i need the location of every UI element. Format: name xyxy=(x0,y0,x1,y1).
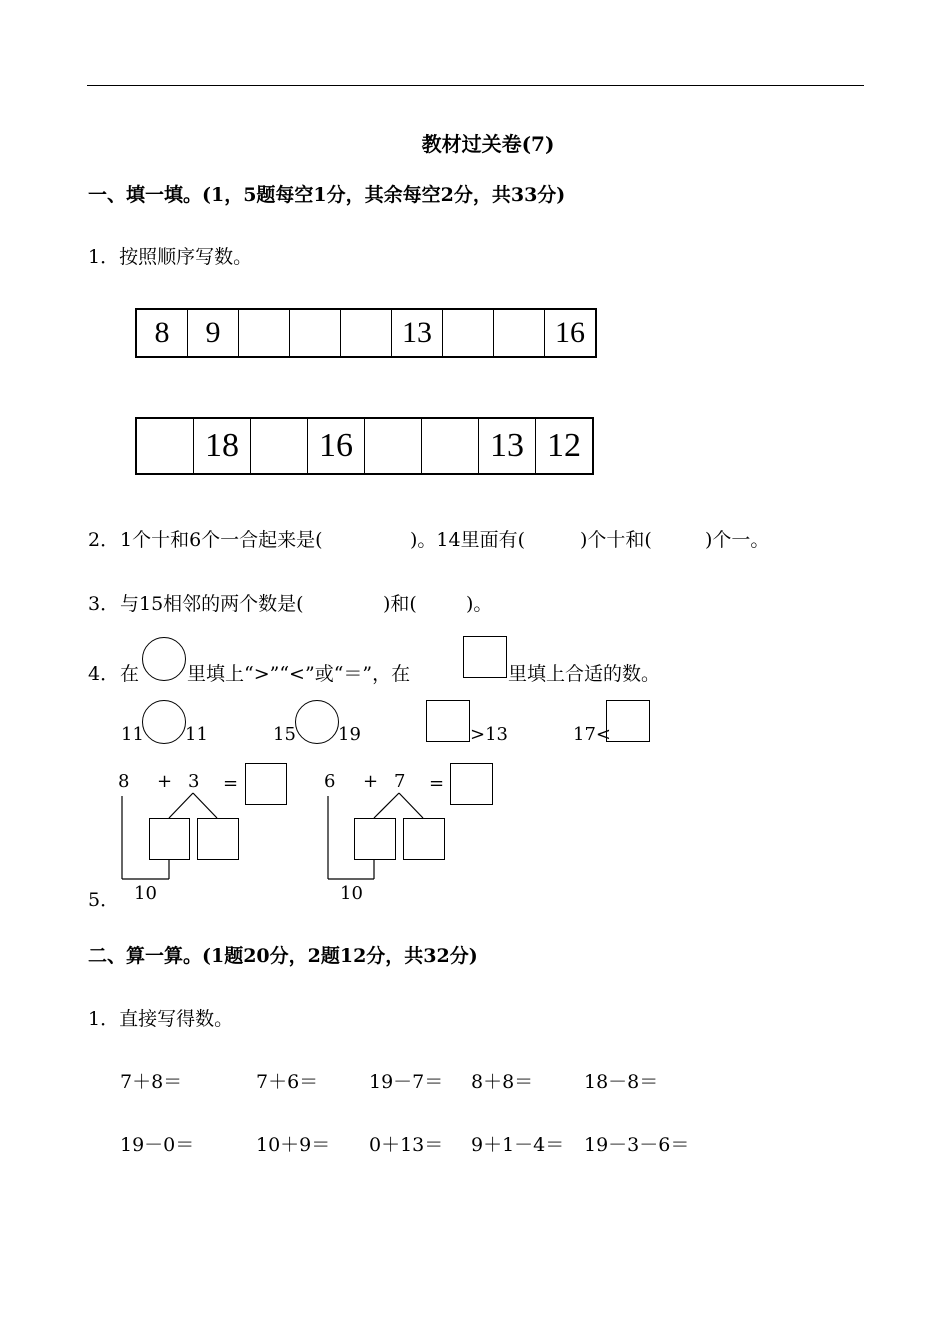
right-branch-line xyxy=(399,793,423,818)
right-branch-line xyxy=(374,793,399,818)
number-cell[interactable]: 18 xyxy=(194,419,251,473)
number-cell[interactable]: 16 xyxy=(555,316,585,349)
q4d-left: 17< xyxy=(573,724,611,745)
number-cell[interactable]: 16 xyxy=(308,419,365,473)
q4-text-1: 在 xyxy=(120,663,140,685)
q3-text-3: )。 xyxy=(466,593,493,615)
q5-left-eq: = xyxy=(223,773,239,794)
q5-number: 5． xyxy=(88,889,120,911)
q5-left-a: 8 xyxy=(118,771,130,792)
q5-left-split-box-1[interactable] xyxy=(149,818,190,860)
calc-item: 19－3－6＝ xyxy=(584,1134,690,1156)
calc-item: 19－7＝ xyxy=(369,1071,444,1093)
section1-heading: 一、填一填。(1，5题每空1分，其余每空2分，共33分) xyxy=(88,184,566,206)
q3-text-2: )和( xyxy=(383,593,417,615)
calc-item: 19－0＝ xyxy=(120,1134,195,1156)
q1-label: 1．按照顺序写数。 xyxy=(88,246,253,268)
q3-number: 3． xyxy=(88,593,120,615)
q5-left-result-box[interactable] xyxy=(245,763,287,805)
q5-left-split-box-2[interactable] xyxy=(197,818,239,860)
q5-right-split-box-1[interactable] xyxy=(354,818,396,860)
q4b-right: 19 xyxy=(338,724,361,745)
q2-number: 2． xyxy=(88,529,120,551)
q5-right-result-box[interactable] xyxy=(450,763,493,805)
q4b-left: 15 xyxy=(273,724,296,745)
q4-text-3: 里填上合适的数。 xyxy=(508,663,661,685)
q4a-right: 11 xyxy=(185,724,208,745)
q2-text-4: )个一。 xyxy=(705,529,770,551)
q4a-left: 11 xyxy=(121,724,144,745)
left-branch-line xyxy=(169,793,193,818)
q5-right-ten: 10 xyxy=(340,883,363,904)
q4c-right: >13 xyxy=(470,724,508,745)
calc-item: 7＋6＝ xyxy=(256,1071,319,1093)
s2-q1-label: 1．直接写得数。 xyxy=(88,1008,234,1030)
q5-right-split-box-2[interactable] xyxy=(403,818,445,860)
q5-right-b: 7 xyxy=(394,771,406,792)
q5-right-a: 6 xyxy=(324,771,336,792)
q5-left-ten: 10 xyxy=(134,883,157,904)
q2-text-1: 1个十和6个一合起来是( xyxy=(120,529,323,551)
calc-item: 0＋13＝ xyxy=(369,1134,444,1156)
q5-left-op: + xyxy=(157,771,173,792)
number-cell[interactable]: 13 xyxy=(479,419,536,473)
number-cell[interactable]: 12 xyxy=(547,427,581,464)
calc-item: 9＋1－4＝ xyxy=(471,1134,565,1156)
number-cell[interactable]: 8 xyxy=(137,310,188,356)
q5-left-b: 3 xyxy=(188,771,200,792)
calc-item: 10＋9＝ xyxy=(256,1134,331,1156)
q5-right-eq: = xyxy=(429,773,445,794)
number-cell[interactable]: 9 xyxy=(188,310,239,356)
q5-right-op: + xyxy=(363,771,379,792)
page-title: 教材过关卷(7) xyxy=(421,132,555,156)
number-cell[interactable]: 13 xyxy=(392,310,443,356)
q4-text-2: 里填上“>”“<”或“＝”，在 xyxy=(187,663,411,685)
calc-item: 7＋8＝ xyxy=(120,1071,183,1093)
calc-item: 8＋8＝ xyxy=(471,1071,534,1093)
q3-text-1: 与15相邻的两个数是( xyxy=(120,593,304,615)
left-branch-line xyxy=(193,793,217,818)
section2-heading: 二、算一算。(1题20分，2题12分，共32分) xyxy=(88,945,478,967)
q2-text-2: )。14里面有( xyxy=(410,529,526,551)
q4-number: 4． xyxy=(88,663,120,685)
calc-item: 18－8＝ xyxy=(584,1071,659,1093)
q2-text-3: )个十和( xyxy=(580,529,652,551)
